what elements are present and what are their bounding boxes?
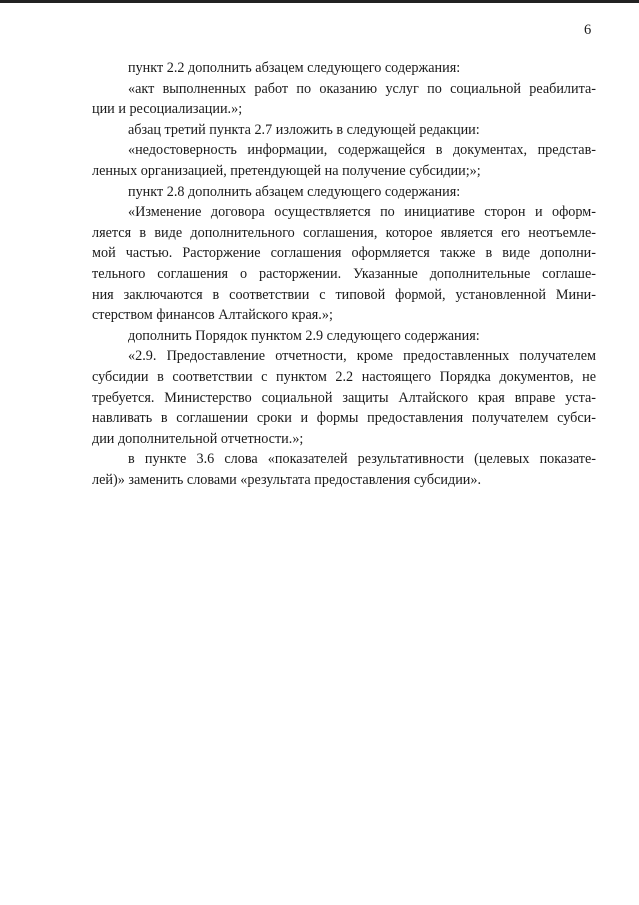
text-line: пункт 2.2 дополнить абзацем следующего содержания: xyxy=(128,60,461,76)
text-line: лей)» заменить словами «результата предоставления субсидии». xyxy=(92,471,482,488)
text-line: «недостоверность информации, содержащейся в документах, представ- xyxy=(128,142,596,159)
text-line: «2.9. Предоставление отчетности, кроме предоставленных получателем xyxy=(128,348,596,365)
text-line: тельного соглашения о расторжении. Указанные дополнительные соглаше- xyxy=(92,265,596,282)
text-line: навливать в соглашении сроки и формы предоставления получателем субси- xyxy=(92,410,596,427)
text-line: дополнить Порядок пунктом 2.9 следующего содержания: xyxy=(128,327,480,344)
text-line: дии дополнительной отчетности.»; xyxy=(92,430,304,447)
paragraph xyxy=(92,58,596,79)
text-line: субсидии в соответствии с пунктом 2.2 настоящего Порядка документов, не xyxy=(92,368,596,385)
text-line: ния заключаются в соответствии с типовой формой, установленной Мини- xyxy=(92,286,596,303)
text-line: «Изменение договора осуществляется по инициативе сторон и оформ- xyxy=(128,204,596,221)
paragraph xyxy=(92,79,596,120)
paragraph xyxy=(92,140,596,181)
paragraph xyxy=(92,202,596,326)
paragraph xyxy=(92,346,596,449)
page-number: 6 xyxy=(584,22,592,38)
paragraph xyxy=(92,182,596,203)
paragraph xyxy=(92,449,596,490)
text-line: ции и ресоциализации.»; xyxy=(92,101,243,118)
text-line: в пункте 3.6 слова «показателей результативности (целевых показате- xyxy=(128,451,596,468)
text-line: абзац третий пункта 2.7 изложить в следующей редакции: xyxy=(128,121,480,138)
text-line: «акт выполненных работ по оказанию услуг по социальной реабилита- xyxy=(128,80,596,97)
document-body xyxy=(92,58,596,490)
text-line: требуется. Министерство социальной защиты Алтайского края вправе уста- xyxy=(92,389,596,406)
scan-top-edge xyxy=(0,0,639,3)
text-line: стерством финансов Алтайского края.»; xyxy=(92,307,333,324)
paragraph xyxy=(92,326,596,347)
text-line: пункт 2.8 дополнить абзацем следующего содержания: xyxy=(128,183,461,200)
text-line: мой частью. Расторжение соглашения оформляется также в виде дополни- xyxy=(92,245,596,262)
paragraph xyxy=(92,120,596,141)
text-line: ляется в виде дополнительного соглашения, которое является его неотъемле- xyxy=(92,224,596,241)
text-line: ленных организацией, претендующей на получение субсидии;»; xyxy=(92,162,481,179)
